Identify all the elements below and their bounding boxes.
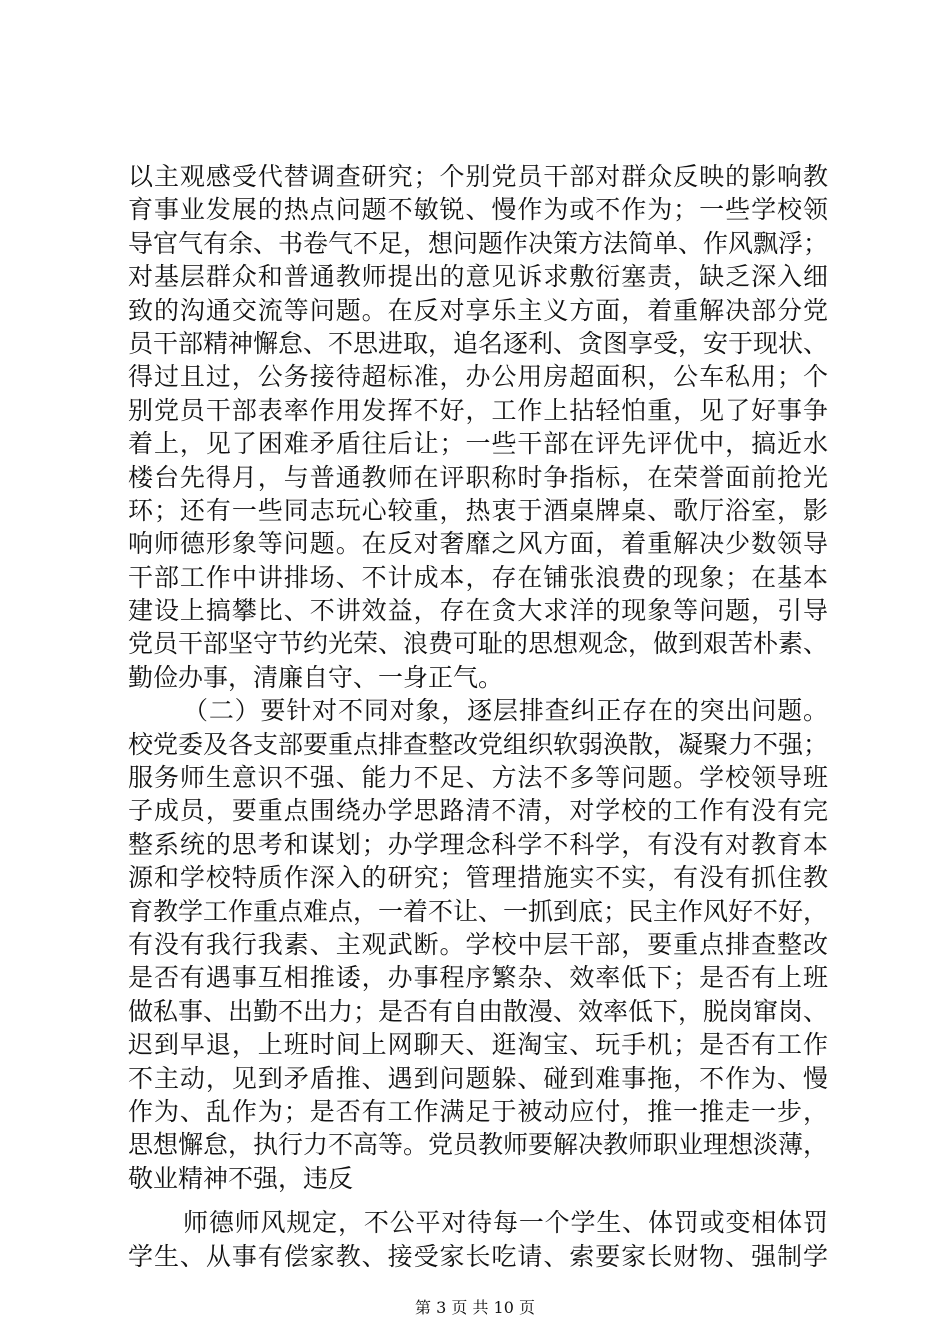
paragraph-1 [128, 160, 828, 694]
text-line: 响师德形象等问题。在反对奢靡之风方面，着重解决少数领导 [128, 529, 828, 559]
text-line: 源和学校特质作深入的研究；管理措施实不实，有没有抓住教 [128, 863, 828, 893]
text-line: 学生、从事有偿家教、接受家长吃请、索要家长财物、强制学 [128, 1241, 828, 1271]
text-line: 做私事、出勤不出力；是否有自由散漫、效率低下，脱岗窜岗、 [128, 996, 828, 1026]
paragraph-2 [128, 694, 828, 1195]
text-line: 建设上搞攀比、不讲效益，存在贪大求洋的现象等问题，引导 [128, 596, 828, 626]
text-line: 育教学工作重点难点，一着不让、一抓到底；民主作风好不好， [128, 896, 828, 926]
text-line: 导官气有余、书卷气不足，想问题作决策方法简单、作风飘浮； [128, 228, 828, 258]
text-line: 干部工作中讲排场、不计成本，存在铺张浪费的现象；在基本 [128, 562, 828, 592]
text-line: 作为、乱作为；是否有工作满足于被动应付，推一推走一步， [128, 1096, 828, 1126]
text-line: 着上，见了困难矛盾往后让；一些干部在评先评优中，搞近水 [128, 429, 828, 459]
text-line: 有没有我行我素、主观武断。学校中层干部，要重点排查整改 [128, 929, 828, 959]
body-text [128, 160, 828, 1273]
text-line: 以主观感受代替调查研究；个别党员干部对群众反映的影响教 [128, 162, 828, 191]
paragraph-3 [128, 1206, 828, 1273]
text-line: 楼台先得月，与普通教师在评职称时争指标，在荣誉面前抢光 [128, 462, 828, 492]
text-line: 校党委及各支部要重点排查整改党组织软弱涣散，凝聚力不强； [128, 729, 828, 759]
text-line: 师德师风规定，不公平对待每一个学生、体罚或变相体罚 [183, 1208, 828, 1238]
text-line: 得过且过，公务接待超标准，办公用房超面积，公车私用；个 [128, 362, 828, 392]
text-line: 思想懈怠，执行力不高等。党员教师要解决教师职业理想淡薄， [128, 1130, 828, 1160]
text-line: 勤俭办事，清廉自守、一身正气。 [128, 662, 504, 692]
section-heading-line: （二）要针对不同对象，逐层排查纠正存在的突出问题。 [183, 696, 828, 726]
page-number-footer: 第 3 页 共 10 页 [415, 1298, 535, 1317]
text-line: 员干部精神懈怠、不思进取，追名逐利、贪图享受，安于现状、 [128, 328, 828, 358]
text-line: 致的沟通交流等问题。在反对享乐主义方面，着重解决部分党 [128, 295, 828, 325]
text-line: 别党员干部表率作用发挥不好，工作上拈轻怕重，见了好事争 [128, 395, 828, 425]
text-line: 服务师生意识不强、能力不足、方法不多等问题。学校领导班 [128, 763, 828, 793]
text-line: 整系统的思考和谋划；办学理念科学不科学，有没有对教育本 [128, 829, 828, 859]
text-line: 子成员，要重点围绕办学思路清不清，对学校的工作有没有完 [128, 796, 828, 826]
text-line: 不主动，见到矛盾推、遇到问题躲、碰到难事拖，不作为、慢 [128, 1063, 828, 1093]
text-line: 党员干部坚守节约光荣、浪费可耻的思想观念，做到艰苦朴素、 [128, 629, 828, 659]
text-line: 迟到早退，上班时间上网聊天、逛淘宝、玩手机；是否有工作 [128, 1030, 828, 1060]
text-line: 环；还有一些同志玩心较重，热衷于酒桌牌桌、歌厅浴室，影 [128, 495, 828, 525]
text-line: 敬业精神不强，违反 [128, 1163, 354, 1193]
text-line: 育事业发展的热点问题不敏锐、慢作为或不作为；一些学校领 [128, 195, 828, 225]
text-line: 是否有遇事互相推诿，办事程序繁杂、效率低下；是否有上班 [128, 963, 828, 993]
text-line: 对基层群众和普通教师提出的意见诉求敷衍塞责，缺乏深入细 [128, 262, 828, 292]
